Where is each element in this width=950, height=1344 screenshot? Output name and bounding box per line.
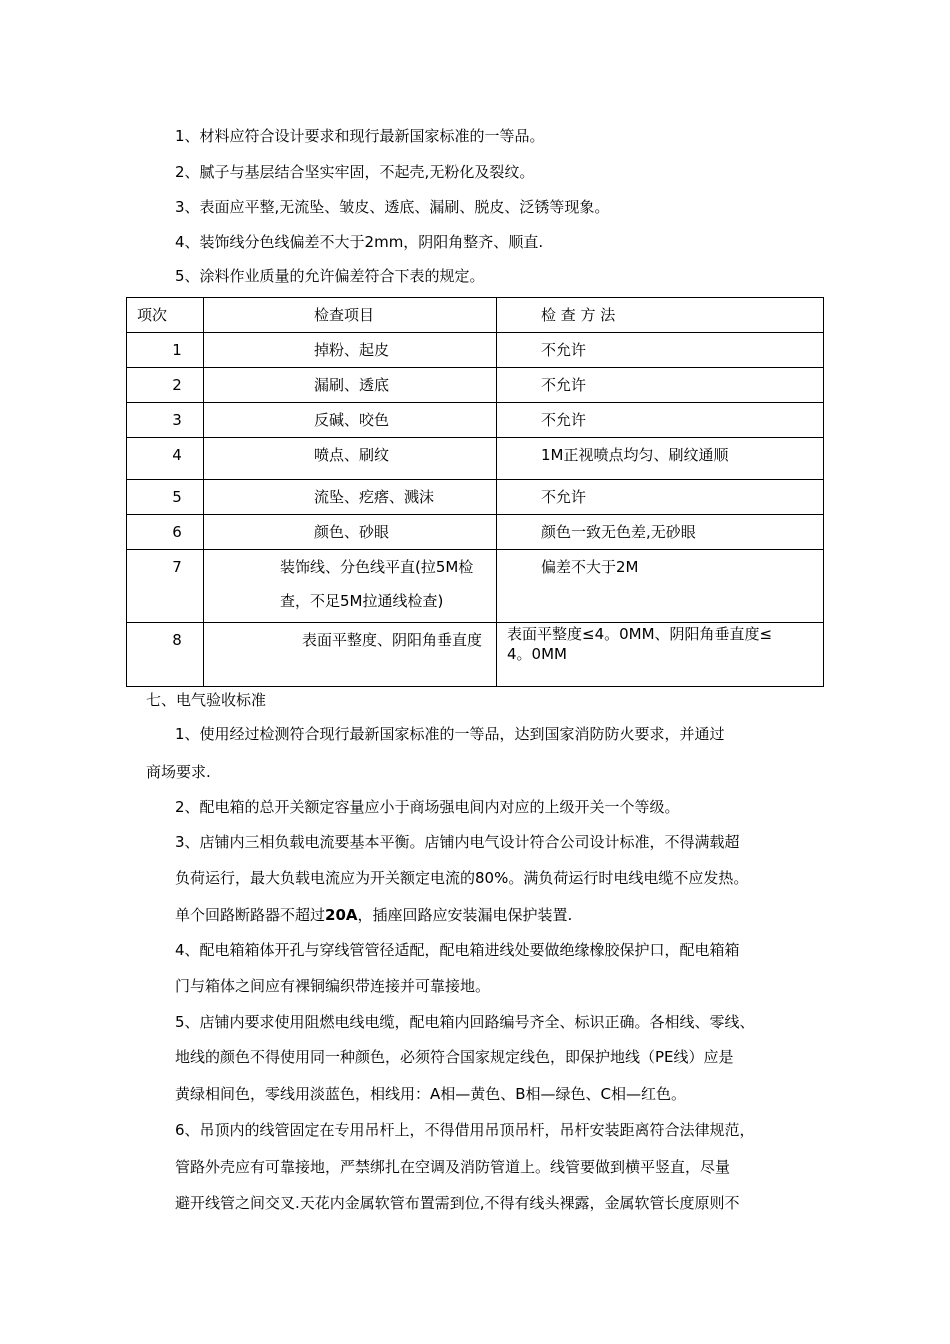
electrical-p3-line2: 负荷运行，最大负载电流应为开关额定电流的80%。满负荷运行时电线电缆不应发热。 [175, 869, 749, 887]
table-row: 8 表面平整度、阴阳角垂直度 表面平整度≤4。0MM、阴阳角垂直度≤4。0MM [127, 623, 824, 687]
header-item: 检查项目 [204, 298, 497, 333]
electrical-p6-line1: 6、吊顶内的线管固定在专用吊杆上，不得借用吊顶吊杆，吊杆安装距离符合法律规范， [175, 1121, 755, 1139]
table-row: 3 反碱、咬色 不允许 [127, 403, 824, 438]
electrical-p5-line3: 黄绿相间色，零线用淡蓝色，相线用：A相—黄色、B相—绿色、C相—红色。 [175, 1085, 687, 1103]
electrical-p5-line1: 5、店铺内要求使用阻燃电线电缆，配电箱内回路编号齐全、标识正确。各相线、零线、 [175, 1013, 755, 1031]
electrical-p5-line2: 地线的颜色不得使用同一种颜色，必须符合国家规定线色，即保护地线（PE线）应是 [175, 1048, 734, 1066]
table-row: 5 流坠、疙瘩、溅沫 不允许 [127, 480, 824, 515]
table-row: 7 装饰线、分色线平直(拉5M检查，不足5M拉通线检查) 偏差不大于2M [127, 550, 824, 623]
header-num: 项次 [127, 298, 204, 333]
electrical-p6-line3: 避开线管之间交叉.天花内金属软管布置需到位,不得有线头裸露，金属软管长度原则不 [175, 1194, 740, 1212]
intro-item-4: 4、装饰线分色线偏差不大于2mm，阴阳角整齐、顺直. [175, 233, 544, 251]
intro-item-3: 3、表面应平整,无流坠、皱皮、透底、漏刷、脱皮、泛锈等现象。 [175, 198, 610, 216]
electrical-p3-line3: 单个回路断路器不超过20A，插座回路应安装漏电保护装置. [175, 906, 573, 924]
table-row: 6 颜色、砂眼 颜色一致无色差,无砂眼 [127, 515, 824, 550]
electrical-p4-line2: 门与箱体之间应有裸铜编织带连接并可靠接地。 [175, 977, 491, 995]
table-row: 4 喷点、刷纹 1M正视喷点均匀、刷纹通顺 [127, 438, 824, 480]
electrical-p6-line2: 管路外壳应有可靠接地，严禁绑扎在空调及消防管道上。线管要做到横平竖直，尽量 [175, 1158, 731, 1176]
table-row: 2 漏刷、透底 不允许 [127, 368, 824, 403]
electrical-p1-line2: 商场要求. [146, 763, 211, 781]
intro-item-1: 1、材料应符合设计要求和现行最新国家标准的一等品。 [175, 127, 545, 145]
breaker-limit: 20A [325, 906, 358, 924]
intro-item-2: 2、腻子与基层结合坚实牢固，不起壳,无粉化及裂纹。 [175, 163, 535, 181]
quality-table [126, 297, 824, 687]
intro-item-5: 5、涂料作业质量的允许偏差符合下表的规定。 [175, 267, 485, 285]
electrical-p3-line1: 3、店铺内三相负载电流要基本平衡。店铺内电气设计符合公司设计标准，不得满载超 [175, 833, 740, 851]
electrical-p4-line1: 4、配电箱箱体开孔与穿线管管径适配，配电箱进线处要做绝缘橡胶保护口，配电箱箱 [175, 941, 740, 959]
header-method: 检 查 方 法 [497, 298, 824, 333]
section-title: 七、电气验收标准 [146, 691, 267, 709]
table-header-row [127, 298, 824, 333]
electrical-p2: 2、配电箱的总开关额定容量应小于商场强电间内对应的上级开关一个等级。 [175, 798, 680, 816]
table-row: 1 掉粉、起皮 不允许 [127, 333, 824, 368]
electrical-p1-line1: 1、使用经过检测符合现行最新国家标准的一等品，达到国家消防防火要求，并通过 [175, 725, 725, 743]
